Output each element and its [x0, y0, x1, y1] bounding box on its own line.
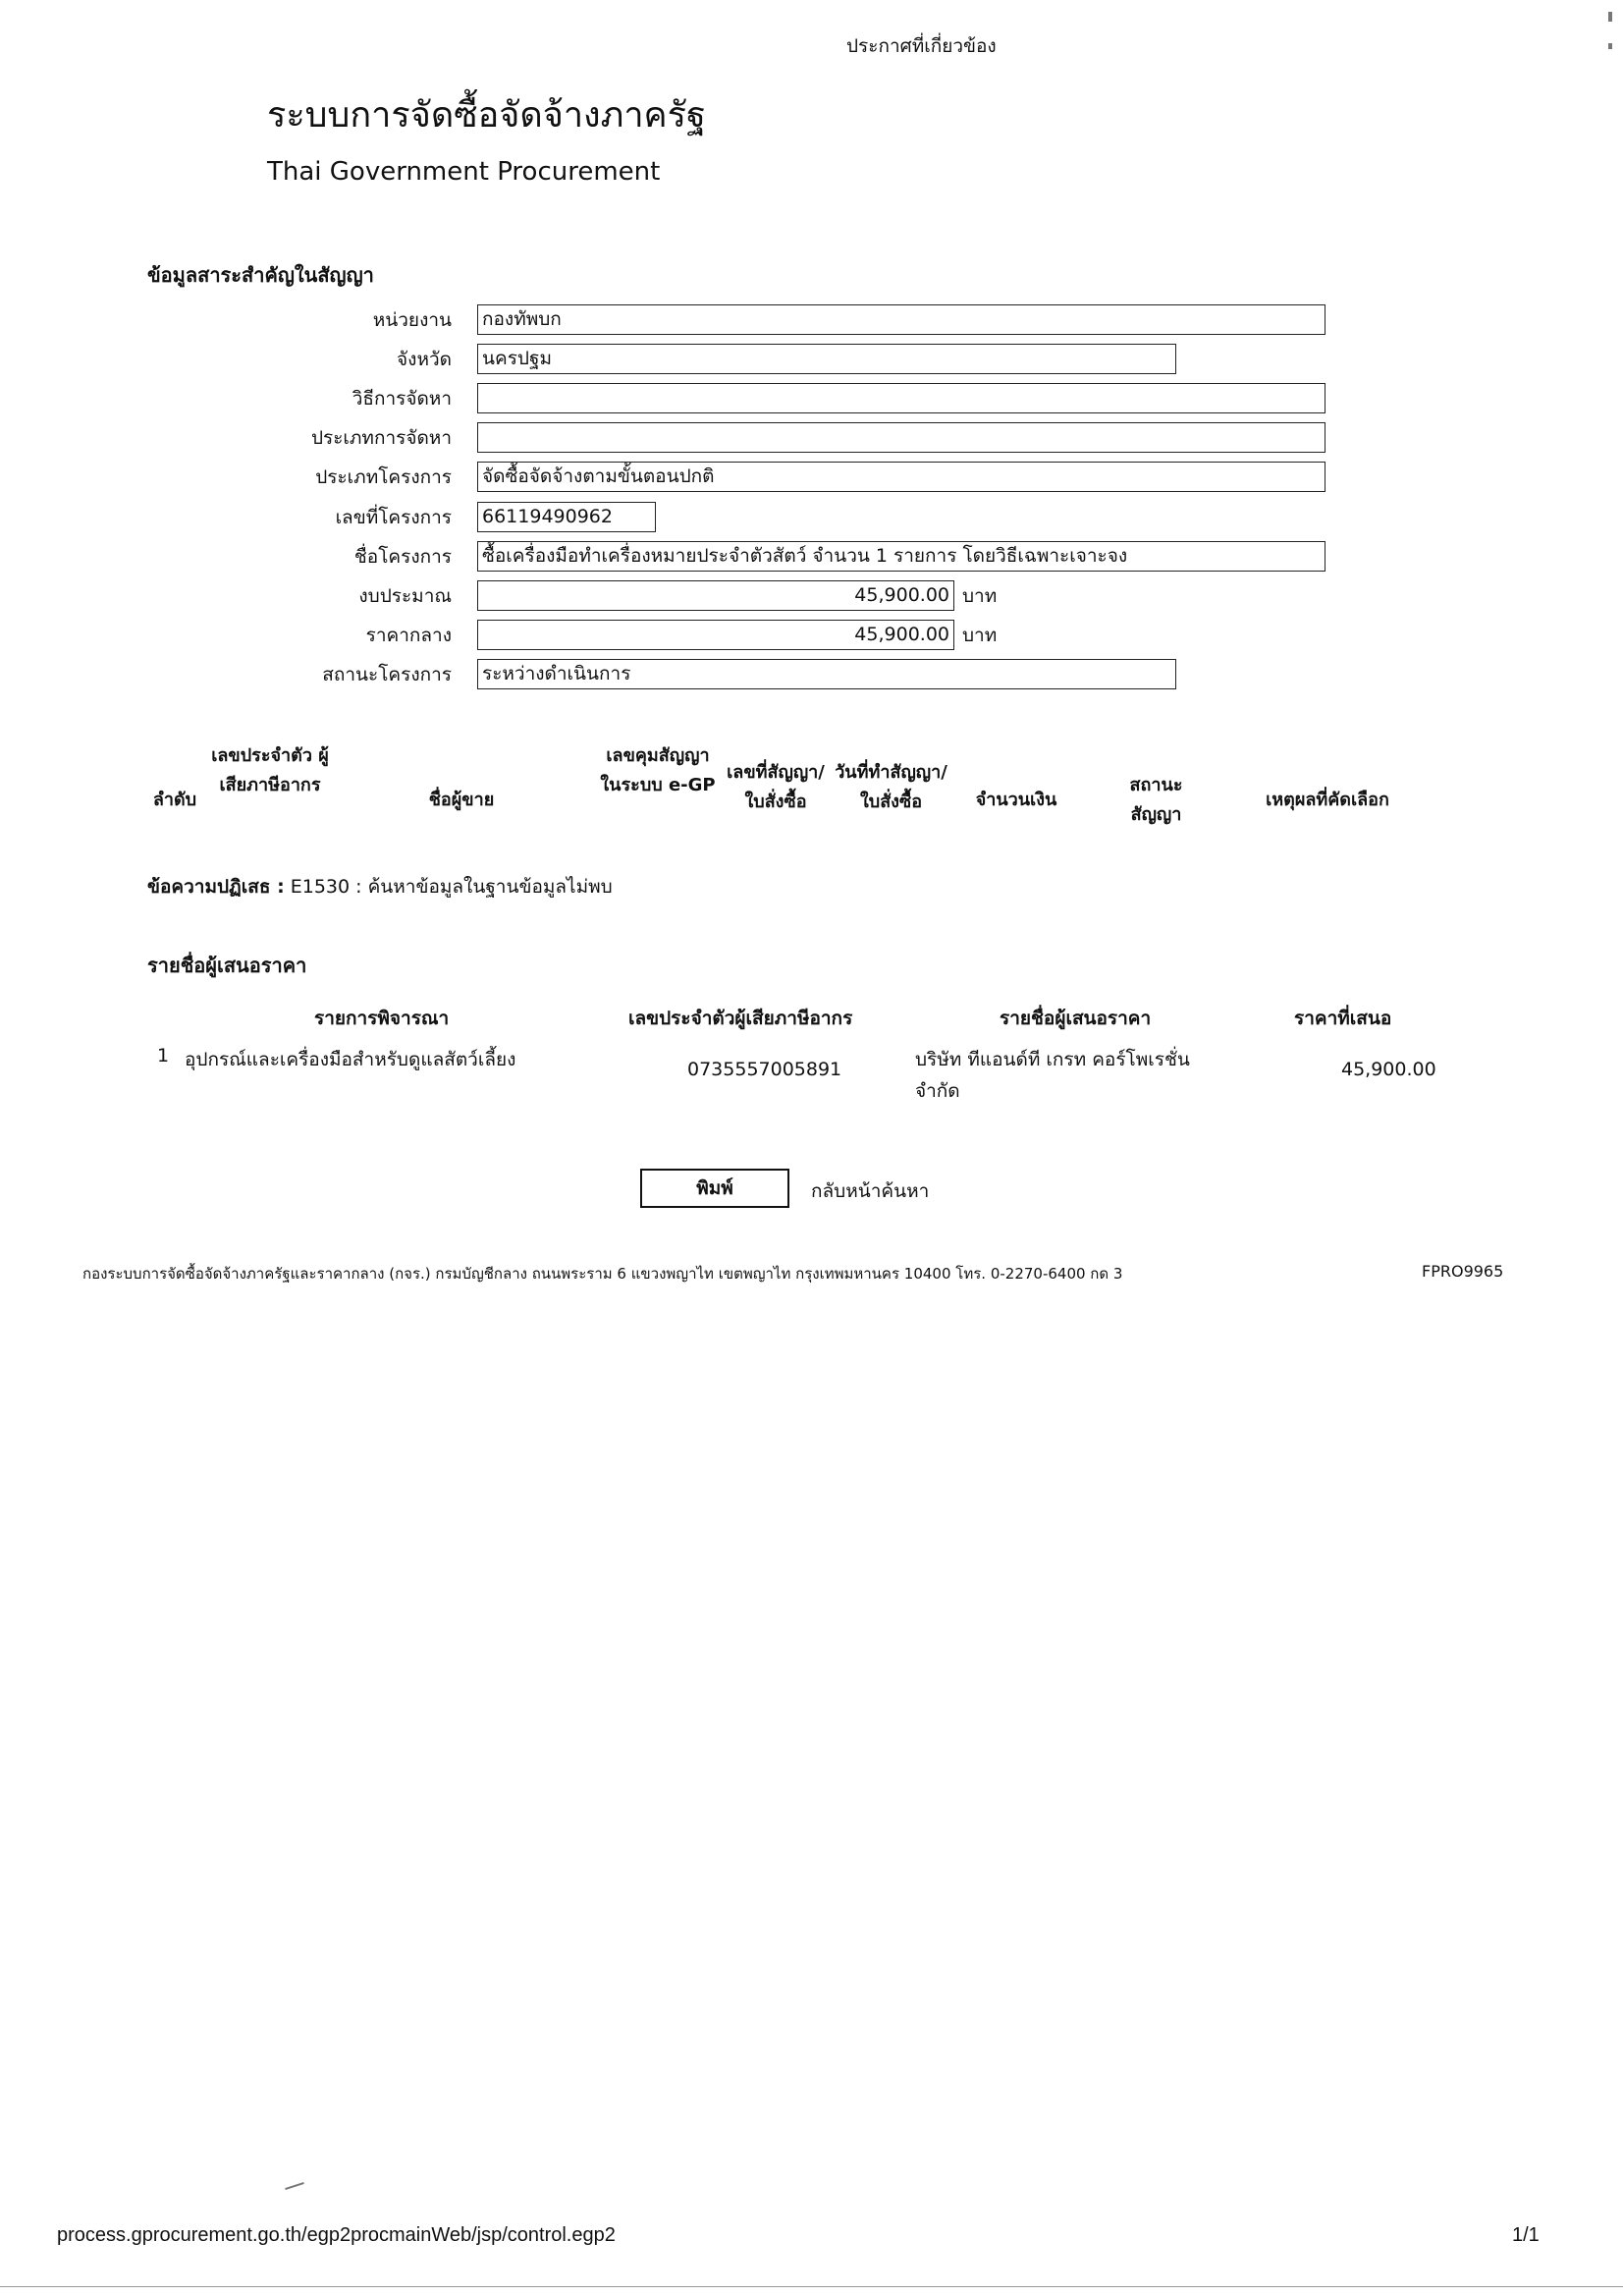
agency-field[interactable]: กองทัพบก: [477, 304, 1325, 335]
bidders-section-title: รายชื่อผู้เสนอราคา: [147, 954, 307, 977]
rejection-message: [147, 872, 613, 902]
col-contract-date: วันที่ทำสัญญา/ ใบสั่งซื้อ: [835, 762, 947, 812]
project-status-field[interactable]: ระหว่างดำเนินการ: [477, 659, 1176, 689]
form-row-procurement-type: [0, 421, 1623, 455]
form-row-project-number: [0, 501, 1623, 534]
page-url: process.gprocurement.go.th/egp2procmainWeb/jsp/control.egp2: [57, 2224, 616, 2246]
col-egp-contract-no: เลขคุมสัญญา ในระบบ e-GP: [600, 745, 716, 795]
bid-col-bidder: รายชื่อผู้เสนอราคา: [1000, 1008, 1152, 1029]
contract-summary-title: ข้อมูลสาระสำคัญในสัญญา: [147, 263, 374, 287]
procurement-method-label: วิธีการจัดหา: [352, 388, 452, 410]
median-price-label: ราคากลาง: [365, 625, 452, 646]
form-row-project-status: [0, 658, 1623, 691]
form-row-agency: [0, 303, 1623, 337]
bid-row-item: อุปกรณ์และเครื่องมือสำหรับดูแลสัตว์เลี้ยง: [185, 1049, 516, 1070]
back-to-search-link[interactable]: กลับหน้าค้นหา: [811, 1180, 930, 1202]
bid-row-bidder-line1: บริษัท ทีแอนด์ที เกรท คอร์โพเรชั่น: [915, 1049, 1190, 1070]
scan-artifact: [1608, 43, 1612, 49]
province-field[interactable]: นครปฐม: [477, 344, 1176, 374]
app-title: ระบบการจัดซื้อจัดจ้างภาครัฐ: [267, 95, 706, 136]
project-name-label: ชื่อโครงการ: [353, 546, 452, 568]
province-label: จังหวัด: [397, 349, 452, 370]
project-name-field[interactable]: ซื้อเครื่องมือทำเครื่องหมายประจำตัวสัตว์ จำนวน 1 รายการ โดยวิธีเฉพาะเจาะจง: [477, 541, 1325, 572]
median-price-field[interactable]: 45,900.00: [477, 620, 954, 650]
scan-artifact: [285, 2182, 304, 2190]
procurement-type-label: ประเภทการจัดหา: [310, 427, 452, 449]
print-button[interactable]: พิมพ์: [640, 1169, 789, 1208]
app-subtitle: Thai Government Procurement: [267, 157, 661, 187]
form-row-project-type: [0, 461, 1623, 494]
bid-col-tax-id: เลขประจำตัวผู้เสียภาษีอากร: [628, 1008, 853, 1029]
procurement-method-field[interactable]: [477, 383, 1325, 413]
form-row-procurement-method: [0, 382, 1623, 415]
procurement-type-field[interactable]: [477, 422, 1325, 453]
bid-row-price: 45,900.00: [1341, 1059, 1436, 1080]
median-price-unit: บาท: [962, 625, 998, 646]
form-row-province: [0, 343, 1623, 376]
bid-row-tax-id: 0735557005891: [687, 1059, 842, 1080]
form-row-project-name: [0, 540, 1623, 574]
col-amount: จำนวนเงิน: [975, 790, 1057, 810]
col-order: ลำดับ: [152, 790, 197, 810]
project-status-label: สถานะโครงการ: [322, 664, 452, 685]
col-seller-name: ชื่อผู้ขาย: [428, 790, 495, 810]
bid-col-price: ราคาที่เสนอ: [1294, 1008, 1392, 1029]
budget-unit: บาท: [962, 585, 998, 607]
rejection-text: E1530 : ค้นหาข้อมูลในฐานข้อมูลไม่พบ: [290, 876, 613, 898]
bid-row-bidder-line2: จำกัด: [915, 1080, 960, 1102]
col-tax-id: เลขประจำตัว ผู้เสียภาษีอากร: [211, 745, 329, 795]
footer-form-code: FPRO9965: [1422, 1262, 1504, 1281]
page-edge-line: [0, 2286, 1623, 2287]
col-selection-reason: เหตุผลที่คัดเลือก: [1266, 790, 1389, 810]
scan-artifact: [1608, 12, 1612, 22]
budget-field[interactable]: 45,900.00: [477, 580, 954, 611]
agency-label: หน่วยงาน: [372, 309, 452, 331]
related-notice-heading: ประกาศที่เกี่ยวข้อง: [846, 35, 997, 57]
col-contract-status: สถานะสัญญา: [1129, 775, 1183, 825]
project-type-label: ประเภทโครงการ: [315, 466, 452, 488]
project-number-label: เลขที่โครงการ: [335, 507, 452, 528]
budget-label: งบประมาณ: [358, 585, 452, 607]
bid-row-index: 1: [157, 1045, 170, 1066]
form-row-budget: [0, 579, 1623, 613]
col-contract-no: เลขที่สัญญา/ ใบสั่งซื้อ: [727, 762, 825, 812]
rejection-label: ข้อความปฏิเสธ :: [147, 876, 285, 898]
form-row-median-price: [0, 619, 1623, 652]
bid-col-item: รายการพิจารณา: [314, 1008, 450, 1029]
page-number: 1/1: [1512, 2224, 1540, 2246]
footer-organization: กองระบบการจัดซื้อจัดจ้างภาครัฐและราคากลาง (กจร.) กรมบัญชีกลาง ถนนพระราม 6 แขวงพญาไท เขตพญาไท กรุงเทพมหานคร 10400 โทร. 0-2270-6400 กด 3: [82, 1265, 1123, 1283]
project-type-field[interactable]: จัดซื้อจัดจ้างตามขั้นตอนปกติ: [477, 462, 1325, 492]
project-number-field[interactable]: 66119490962: [477, 502, 656, 532]
